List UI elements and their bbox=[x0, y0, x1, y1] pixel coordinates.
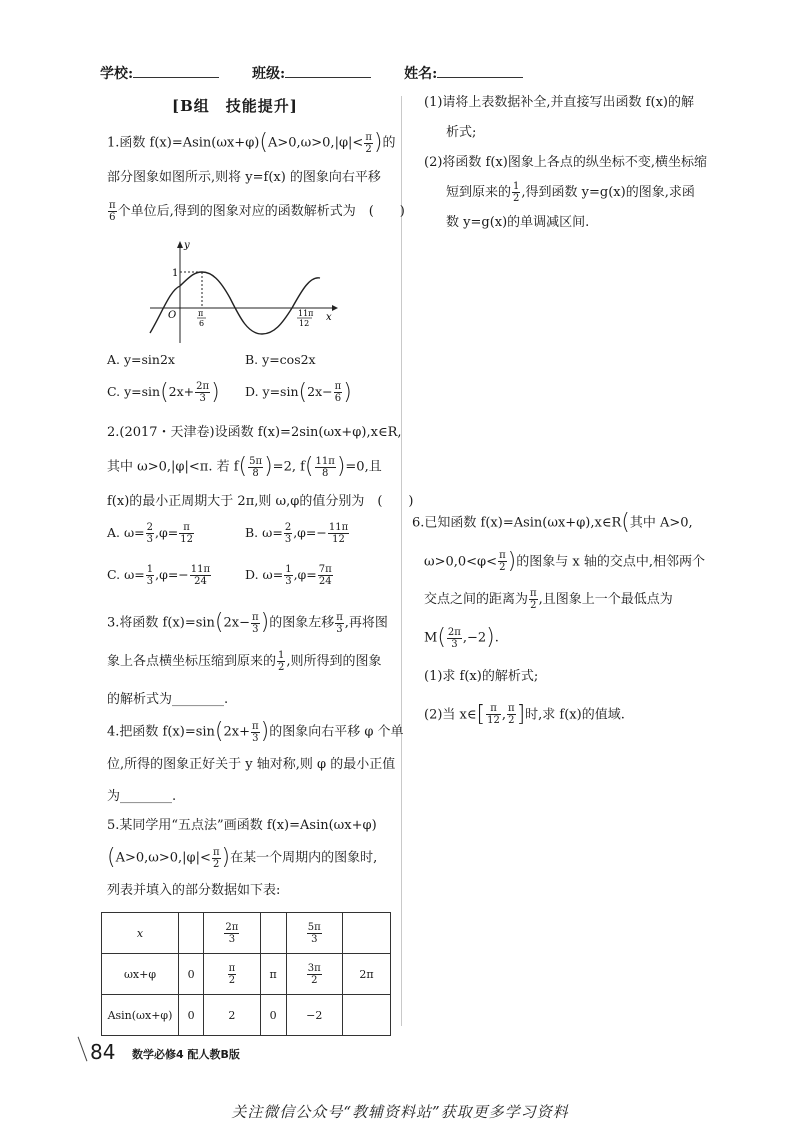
table-row bbox=[102, 913, 391, 954]
page-number: 84 bbox=[90, 1040, 116, 1064]
q2-line1: 2.(2017・天津卷)设函数 f(x)=2sin(ωx+φ),x∈R, bbox=[107, 425, 402, 440]
five-point-table bbox=[101, 912, 391, 1036]
y-axis-arrow-icon bbox=[177, 241, 183, 248]
q1-frac-pi2: $\frac{\pi}{2}$ bbox=[365, 131, 372, 155]
table-cell: x bbox=[102, 913, 179, 954]
student-info-header bbox=[100, 63, 551, 83]
school-blank[interactable] bbox=[133, 65, 219, 78]
q1-frac-pi6: $\frac{\pi}{6}$ bbox=[109, 199, 116, 223]
table-cell[interactable] bbox=[260, 913, 286, 954]
question-5 bbox=[107, 810, 397, 907]
q6-line3: 交点之间的距离为 $\frac{\pi}{2}$ ,且图象上一个最低点为 bbox=[424, 588, 673, 611]
q2-option-a[interactable]: A. ω= $\frac{2}{3}$ ,φ= $\frac{\pi}{12}$ bbox=[107, 522, 193, 545]
x-axis-arrow-icon bbox=[332, 305, 338, 311]
q5-line1: 5.某同学用“五点法”画函数 f(x)=Asin(ωx+φ) bbox=[107, 818, 377, 833]
q1-option-a[interactable]: A. y=sin2x bbox=[107, 352, 175, 367]
q6-line2: ω>0,0<φ< $\frac{\pi}{2}$ )的图象与 x 轴的交点中,相邻两个 bbox=[424, 548, 705, 574]
q6-part2: (2)当 x∈[ $\frac{\pi}{12}$ , $\frac{\pi}{2}$ ]时,求 f(x)的值域. bbox=[424, 701, 625, 727]
tick-11pi12-num: 11π bbox=[298, 309, 314, 318]
table-cell: π bbox=[260, 954, 286, 995]
q5-part1-line1: (1)请将上表数据补全,并直接写出函数 f(x)的解 bbox=[424, 95, 694, 110]
q5-line2: (A>0,ω>0,|φ|< $\frac{\pi}{2}$ )在某一个周期内的图象时, bbox=[107, 845, 378, 870]
q1-sine-graph bbox=[140, 238, 340, 348]
q1-text: 1.函数 f(x)=Asin(ωx+φ) bbox=[107, 135, 260, 151]
class-label: 班级: bbox=[252, 66, 286, 82]
table-cell: $\frac{5\pi}{3}$ bbox=[286, 913, 342, 954]
table-cell[interactable] bbox=[343, 995, 391, 1036]
table-row bbox=[102, 995, 391, 1036]
school-label: 学校: bbox=[100, 66, 134, 82]
book-title: 数学必修4 配人教B版 bbox=[132, 1048, 240, 1061]
tick-11pi12-den: 12 bbox=[299, 319, 310, 328]
column-divider bbox=[401, 96, 402, 1026]
q5-part2-line2: 短到原来的 $\frac{1}{2}$ ,得到函数 y=g(x)的图象,求函 bbox=[446, 181, 695, 204]
section-title: [B组 技能提升] bbox=[172, 97, 298, 115]
tick-pi6-den: 6 bbox=[199, 319, 205, 328]
table-cell: $\frac{\pi}{2}$ bbox=[204, 954, 260, 995]
name-blank[interactable] bbox=[437, 65, 523, 78]
q6-line1: 6.已知函数 f(x)=Asin(ωx+φ),x∈R(其中 A>0, bbox=[412, 510, 693, 535]
question-4 bbox=[107, 716, 404, 813]
q4-line2: 位,所得的图象正好关于 y 轴对称,则 φ 的最小正值 bbox=[107, 756, 396, 772]
q2-option-d[interactable]: D. ω= $\frac{1}{3}$ ,φ= $\frac{7\pi}{24}$ bbox=[245, 564, 332, 587]
q5-part1-line2: 析式; bbox=[446, 125, 477, 140]
table-cell: −2 bbox=[286, 995, 342, 1036]
tick-pi6-num: π bbox=[198, 309, 204, 318]
x-label: x bbox=[326, 312, 332, 323]
q1-line3-text: 个单位后,得到的图象对应的函数解析式为 ( ) bbox=[117, 203, 405, 219]
q3-line2: 象上各点横坐标压缩到原来的 $\frac{1}{2}$ ,则所得到的图象 bbox=[107, 649, 382, 673]
y-label: y bbox=[184, 240, 190, 251]
table-cell: Asin(ωx+φ) bbox=[102, 995, 179, 1036]
question-3 bbox=[107, 604, 397, 719]
q1-line2: 部分图象如图所示,则将 y=f(x) 的图象向右平移 bbox=[107, 169, 381, 185]
question-2 bbox=[107, 416, 414, 519]
q1-line1: 1.函数 f(x)=Asin(ωx+φ)(A>0,ω>0,|φ|< $\frac{\pi}{2}$ )的 bbox=[107, 130, 396, 155]
q1-option-c[interactable]: C. y=sin(2x+ $\frac{2\pi}{3}$ ) bbox=[107, 380, 220, 405]
q1-text-end: 的 bbox=[382, 135, 396, 151]
q1-condition: A>0,ω>0,|φ|< bbox=[267, 135, 364, 151]
q3-answer-line[interactable]: 的解析式为________. bbox=[107, 691, 229, 707]
table-cell: 0 bbox=[179, 954, 204, 995]
q5-part2-line3: 数 y=g(x)的单调减区间. bbox=[446, 215, 590, 230]
q5-line3: 列表并填入的部分数据如下表: bbox=[107, 882, 281, 898]
table-cell: $\frac{2\pi}{3}$ bbox=[204, 913, 260, 954]
q3-line1: 3.将函数 f(x)=sin(2x− $\frac{\pi}{3}$ )的图象左移 $\frac{\pi}{3}$ ,再将图 bbox=[107, 610, 388, 635]
q4-line1: 4.把函数 f(x)=sin(2x+ $\frac{\pi}{3}$ )的图象向右平移 φ 个单 bbox=[107, 719, 404, 744]
table-cell[interactable] bbox=[179, 913, 204, 954]
q2-line3: f(x)的最小正周期大于 2π,则 ω,φ的值分别为 ( ) bbox=[107, 493, 414, 509]
name-label: 姓名: bbox=[404, 66, 438, 82]
bottom-note: 关注微信公众号“教辅资料站”获取更多学习资料 bbox=[231, 1103, 569, 1121]
table-cell: 2 bbox=[204, 995, 260, 1036]
q5-part2-line1: (2)将函数 f(x)图象上各点的纵坐标不变,横坐标缩 bbox=[424, 155, 707, 170]
q4-answer-line[interactable]: 为________. bbox=[107, 788, 177, 804]
q1-option-b[interactable]: B. y=cos2x bbox=[245, 352, 316, 367]
table-row bbox=[102, 954, 391, 995]
table-cell: 2π bbox=[343, 954, 391, 995]
table-cell: 0 bbox=[260, 995, 286, 1036]
class-blank[interactable] bbox=[285, 65, 371, 78]
table-cell: 0 bbox=[179, 995, 204, 1036]
q1-line3 bbox=[107, 195, 405, 229]
question-5-parts bbox=[424, 88, 724, 238]
q2-option-c[interactable]: C. ω= $\frac{1}{3}$ ,φ=− $\frac{11\pi}{24}$ bbox=[107, 564, 211, 587]
one-label: 1 bbox=[172, 268, 179, 279]
question-1 bbox=[107, 126, 405, 229]
table-cell: $\frac{3\pi}{2}$ bbox=[286, 954, 342, 995]
q6-part1: (1)求 f(x)的解析式; bbox=[424, 668, 539, 684]
q1-option-d[interactable]: D. y=sin(2x− $\frac{\pi}{6}$ ) bbox=[245, 380, 352, 405]
footer-slash bbox=[78, 1037, 88, 1062]
q2-line2: 其中 ω>0,|φ|<π. 若 f( $\frac{5\pi}{8}$ )=2, f( $\frac{11\pi}{8}$ )=0,且 bbox=[107, 454, 382, 479]
origin-label: O bbox=[168, 310, 177, 321]
table-cell[interactable] bbox=[343, 913, 391, 954]
sine-curve bbox=[150, 272, 320, 334]
q2-option-b[interactable]: B. ω= $\frac{2}{3}$ ,φ=− $\frac{11\pi}{12}$ bbox=[245, 522, 349, 545]
q6-line4: M( $\frac{2\pi}{3}$ ,−2). bbox=[424, 625, 499, 650]
table-cell: ωx+φ bbox=[102, 954, 179, 995]
question-6 bbox=[412, 504, 712, 734]
